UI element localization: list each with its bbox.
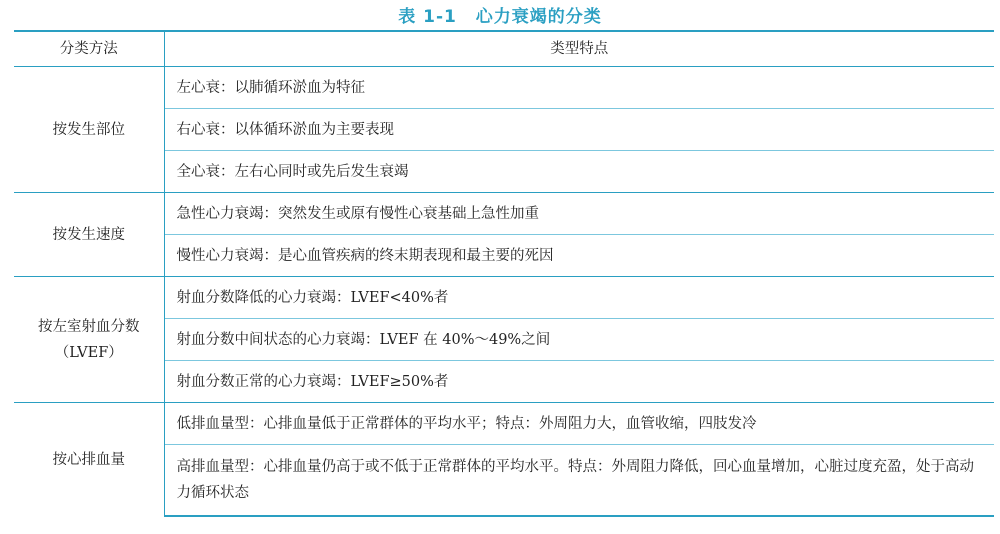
table-row bbox=[14, 193, 994, 235]
method-line: 按左室射血分数 bbox=[38, 318, 140, 335]
method-cell: 按心排血量 bbox=[14, 403, 164, 517]
method-cell bbox=[14, 277, 164, 403]
table-row bbox=[14, 403, 994, 445]
feature-cell: 射血分数中间状态的心力衰竭：LVEF 在 40%～49%之间 bbox=[164, 319, 994, 361]
caption-title: 心力衰竭的分类 bbox=[475, 7, 602, 27]
feature-cell: 低排血量型：心排血量低于正常群体的平均水平；特点：外周阻力大，血管收缩，四肢发冷 bbox=[164, 403, 994, 445]
method-line: （LVEF） bbox=[54, 344, 123, 361]
feature-cell: 急性心力衰竭：突然发生或原有慢性心衰基础上急性加重 bbox=[164, 193, 994, 235]
header-method: 分类方法 bbox=[14, 31, 164, 67]
table-row bbox=[14, 67, 994, 109]
feature-cell: 射血分数正常的心力衰竭：LVEF≥50%者 bbox=[164, 361, 994, 403]
feature-cell: 慢性心力衰竭：是心血管疾病的终末期表现和最主要的死因 bbox=[164, 235, 994, 277]
feature-cell: 射血分数降低的心力衰竭：LVEF<40%者 bbox=[164, 277, 994, 319]
table-row bbox=[14, 277, 994, 319]
header-row bbox=[14, 31, 994, 67]
feature-cell: 右心衰：以体循环淤血为主要表现 bbox=[164, 109, 994, 151]
method-cell: 按发生速度 bbox=[14, 193, 164, 277]
header-feature: 类型特点 bbox=[164, 31, 994, 67]
method-cell: 按发生部位 bbox=[14, 67, 164, 193]
feature-cell: 全心衰：左右心同时或先后发生衰竭 bbox=[164, 151, 994, 193]
feature-cell: 高排血量型：心排血量仍高于或不低于正常群体的平均水平。特点：外周阻力降低，回心血量增加，心脏过度充盈，处于高动力循环状态 bbox=[164, 445, 994, 517]
caption-number: 表 1-1 bbox=[398, 7, 457, 27]
heart-failure-classification-table bbox=[14, 30, 994, 517]
table-caption bbox=[0, 2, 1000, 28]
feature-cell: 左心衰：以肺循环淤血为特征 bbox=[164, 67, 994, 109]
